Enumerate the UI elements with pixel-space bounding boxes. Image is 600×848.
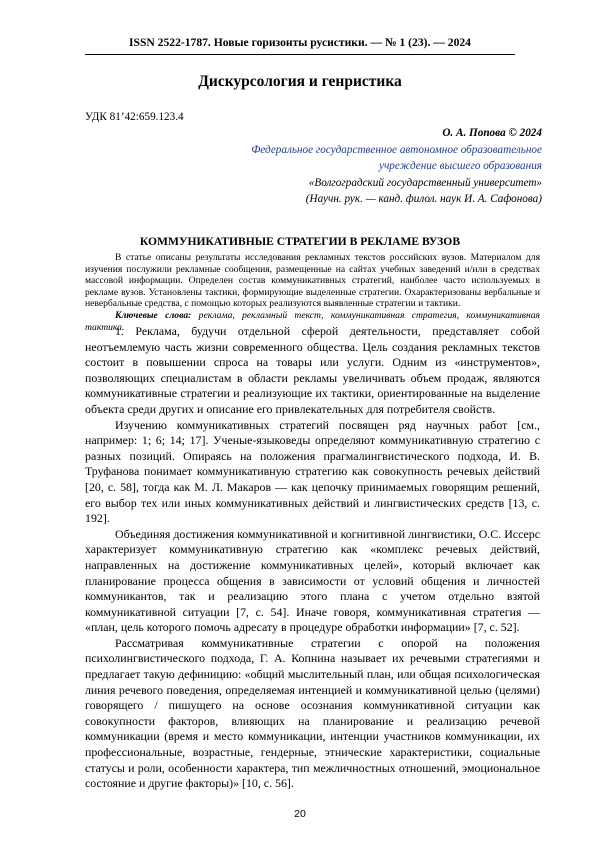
udk-code: УДК 81’42:659.123.4 (85, 111, 184, 123)
abstract-text: В статье описаны результаты исследования рекламных текстов российских вузов. Материалом для изучения послужили рекламные сообщения, размещенные на сайтах учебных заведений и/или в средствах массовой информации. Определен состав коммуникативных стратегий, наиболее часто используемых в рекламе вузов. Установлены тактики, формирующие выделенные стратегии. Охарактеризованы вербальные и невербальные средства, с помощью которых реализуются выявленные стратегии и тактики. (85, 252, 540, 310)
author-block (251, 125, 542, 208)
running-header: ISSN 2522-1787. Новые горизонты русистики. — № 1 (23). — 2024 (129, 36, 471, 49)
body-paragraph-3: Объединяя достижения коммуникативной и когнитивной лингвистики, О.С. Иссерс характеризует коммуникативную стратегию как «комплекс речевых действий, направленных на достижение коммуникативных целей», который включает как планирование процесса общения в зависимости от условий общения и личностей коммуникантов, так и реализацию этого плана с учетом отдельно взятой коммуникативной ситуации [7, с. 54]. Иначе говоря, коммуникативная стратегия — «план, цель которого помочь адресату в процедуре обработки информации» [7, с. 52]. (85, 526, 540, 635)
supervisor-note: (Научн. рук. — канд. филол. наук И. А. Сафонова) (305, 193, 542, 205)
section-title: Дискурсология и генристика (198, 73, 402, 90)
body-paragraph-1: 1. Реклама, будучи отдельной сферой деятельности, представляет собой неотъемлемую часть жизни современного общества. Цель создания рекламных текстов состоит в повышении спроса на товары или услуги. Одним из «инструментов», позволяющих специалистам в области рекламы увеличивать объем продаж, являются коммуникативные стратегии и реализующие их тактики, ориентированные на выделение объекта среди других и описание его привлекательных для потребителя свойств. (85, 324, 540, 416)
abstract (85, 252, 540, 333)
keywords-text: реклама, рекламный текст, коммуникативная стратегия, коммуникативная тактика. (85, 309, 540, 333)
article-title: КОММУНИКАТИВНЫЕ СТРАТЕГИИ В РЕКЛАМЕ ВУЗОВ (139, 235, 461, 248)
header-divider (85, 54, 515, 55)
university-name: «Волгоградский государственный университет» (308, 176, 542, 189)
article-body (85, 324, 540, 792)
page-number: 20 (294, 808, 306, 820)
affiliation-line-2: учреждение высшего образования (378, 160, 542, 172)
keywords-label: Ключевые слова: (115, 309, 192, 321)
body-paragraph-2: Изучению коммуникативных стратегий посвящен ряд научных работ [см., например: 1; 6; 14; 17]. Ученые-языковеды определяют коммуникативную стратегию с разных позиций. Опираясь на положения прагмалингвистического подхода, И. В. Труфанова понимает коммуникативную стратегию как совокупность речевых действий [20, с. 58], тогда как М. Л. Макаров — как цепочку принимаемых говорящим решений, его выбор тех или иных коммуникативных действий и лингвистических средств [13, с. 192]. (85, 417, 540, 526)
author-name: О. А. Попова © 2024 (442, 127, 542, 139)
affiliation-line-1: Федеральное государственное автономное образовательное (251, 143, 542, 156)
body-paragraph-4: Рассматривая коммуникативные стратегии с опорой на положения психолингвистического подхода, Г. А. Копнина называет их речевыми стратегиями и предлагает такую дефиницию: «общий мыслительный план, или общая психологическая линия речевого поведения, определяемая интенцией и коммуникативной целью (целями) говорящего / пишущего на основе осознания коммуникативной ситуации как совокупности факторов, влияющих на планирование и реализацию речевой коммуникации (время и место коммуникации, интенции участников коммуникации, их профессиональные, возрастные, гендерные, этнические характеристики, социальные статусы и роли, особенности характера, тип межличностных отношений, эмоциональное состояние и другие факторы)» [10, с. 56]. (85, 635, 540, 791)
